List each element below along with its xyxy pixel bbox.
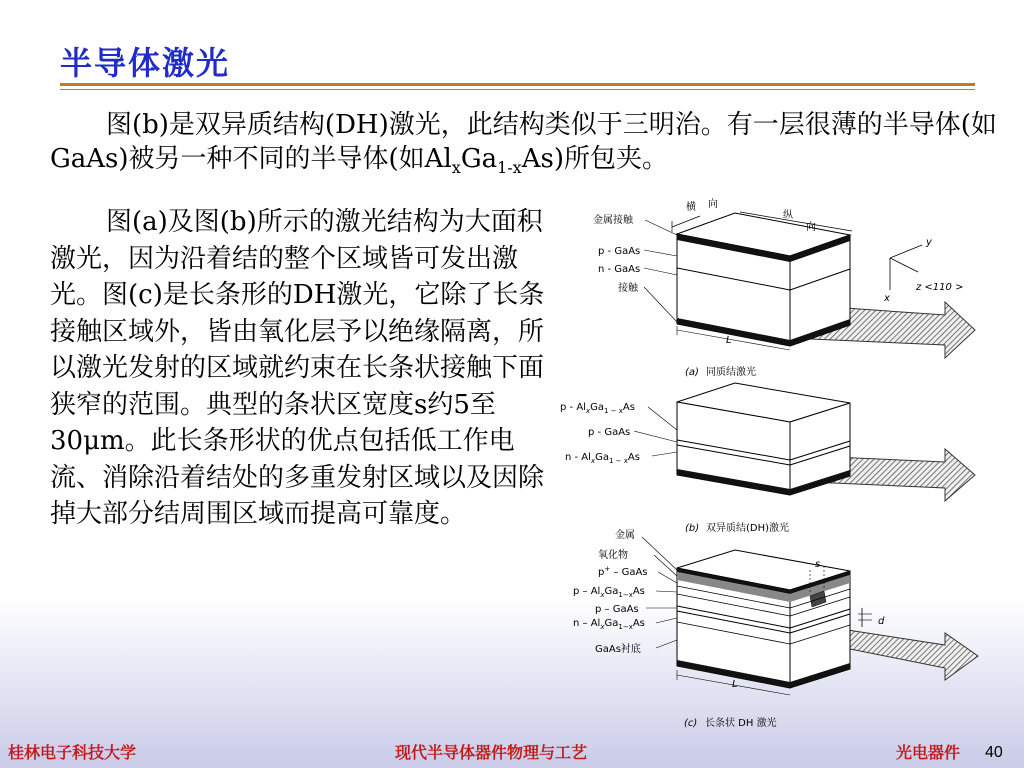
- figure-c-label-nal: n – $Al_xGa_{1-x}As$: [573, 618, 645, 631]
- figure-c-caption: 长条状 DH 激光: [705, 718, 777, 729]
- figure-a-axis-x: x: [884, 293, 890, 304]
- figure-c-label-pplus: p+ – GaAs: [598, 565, 648, 578]
- laser-structure-figure: [560, 190, 1010, 740]
- figure-b-caption: 双异质结(DH)激光: [706, 523, 790, 534]
- figure-b: [560, 383, 975, 534]
- page-number: 40: [985, 744, 1003, 761]
- figure-a-heng: 横: [686, 202, 696, 213]
- footer-course: 现代半导体器件物理与工艺: [395, 743, 588, 762]
- footer-chapter: 光电器件: [896, 743, 961, 762]
- figure-c: [573, 528, 978, 729]
- paragraph-1-ga: Ga: [460, 144, 498, 174]
- figure-a-axis-y: y: [926, 237, 932, 248]
- figure-a-label-pgaas: p - GaAs: [598, 246, 641, 257]
- figure-a-label-metal: 金属接触: [593, 215, 633, 226]
- figure-a-xiang2: 向: [806, 222, 816, 233]
- figure-b-label-pgaas: p - GaAs: [588, 427, 631, 438]
- figure-a-xiang1: 向: [708, 199, 718, 210]
- slide-title: 半导体激光: [60, 44, 231, 82]
- figure-a-label-contact: 接触: [618, 283, 638, 294]
- figure-a-length-label: L: [726, 335, 732, 346]
- paragraph-2-text: 图(a)及图(b)所示的激光结构为大面积激光，因为沿着结的整个区域皆可发出激光。图(c)是长条形的DH激光，它除了长条接触区域外，皆由氧化层予以绝缘隔离，所以激光发射的区域就约束在长条状接触下面狭窄的范围。典型的条状区宽度s约5至30μm。此长条形状的优点包括低工作电流、消除沿着结处的多重发射区域以及因除掉大部分结周围区域而提高可靠度。: [50, 207, 545, 529]
- figure-c-label-metal: 金属: [615, 530, 635, 541]
- figure-b-label-nal: n - $Al_xGa_{1 - x}As$: [565, 452, 640, 465]
- figure-c-label-pal: p – $Al_xGa_{1-x}As$: [573, 586, 645, 599]
- figure-c-label-substrate: GaAs衬底: [595, 644, 641, 655]
- figure-a-caption: 同质结激光: [706, 367, 756, 378]
- figure-b-label-pal: p - $Al_xGa_{1 - x}As$: [560, 402, 635, 415]
- paragraph-1-end: As)所包夹。: [521, 144, 668, 174]
- figure-a-axis-z: z <110 >: [916, 282, 964, 293]
- paragraph-1-sub-x: x: [451, 158, 461, 178]
- figure-c-label-pgaas: p – GaAs: [595, 604, 639, 615]
- figure-c-label-oxide: 氧化物: [598, 550, 628, 561]
- figure-a-zong: 纵: [783, 210, 793, 221]
- title-underline-thin: [60, 89, 975, 90]
- figure-a-caption-letter: (a): [685, 367, 699, 378]
- figure-c-active-thickness-label: d: [878, 616, 885, 627]
- figure-c-caption-letter: (c): [684, 718, 698, 729]
- figure-c-length-label: L: [732, 679, 738, 690]
- figure-a-label-ngaas: n - GaAs: [598, 264, 641, 275]
- paragraph-1-sub-1x: 1-x: [497, 158, 522, 178]
- figure-c-stripe-width-label: s: [815, 559, 821, 570]
- paragraph-2: [50, 204, 550, 533]
- paragraph-1: [50, 108, 1000, 185]
- figure-b-caption-letter: (b): [685, 523, 700, 534]
- title-underline: [60, 83, 975, 86]
- footer-university: 桂林电子科技大学: [8, 743, 137, 762]
- paragraph-1-text: 图(b)是双异质结构(DH)激光，此结构类似于三明治。有一层很薄的半导体(如GaAs)被另一种不同的半导体(如Al: [50, 110, 997, 174]
- figure-a: [593, 197, 975, 378]
